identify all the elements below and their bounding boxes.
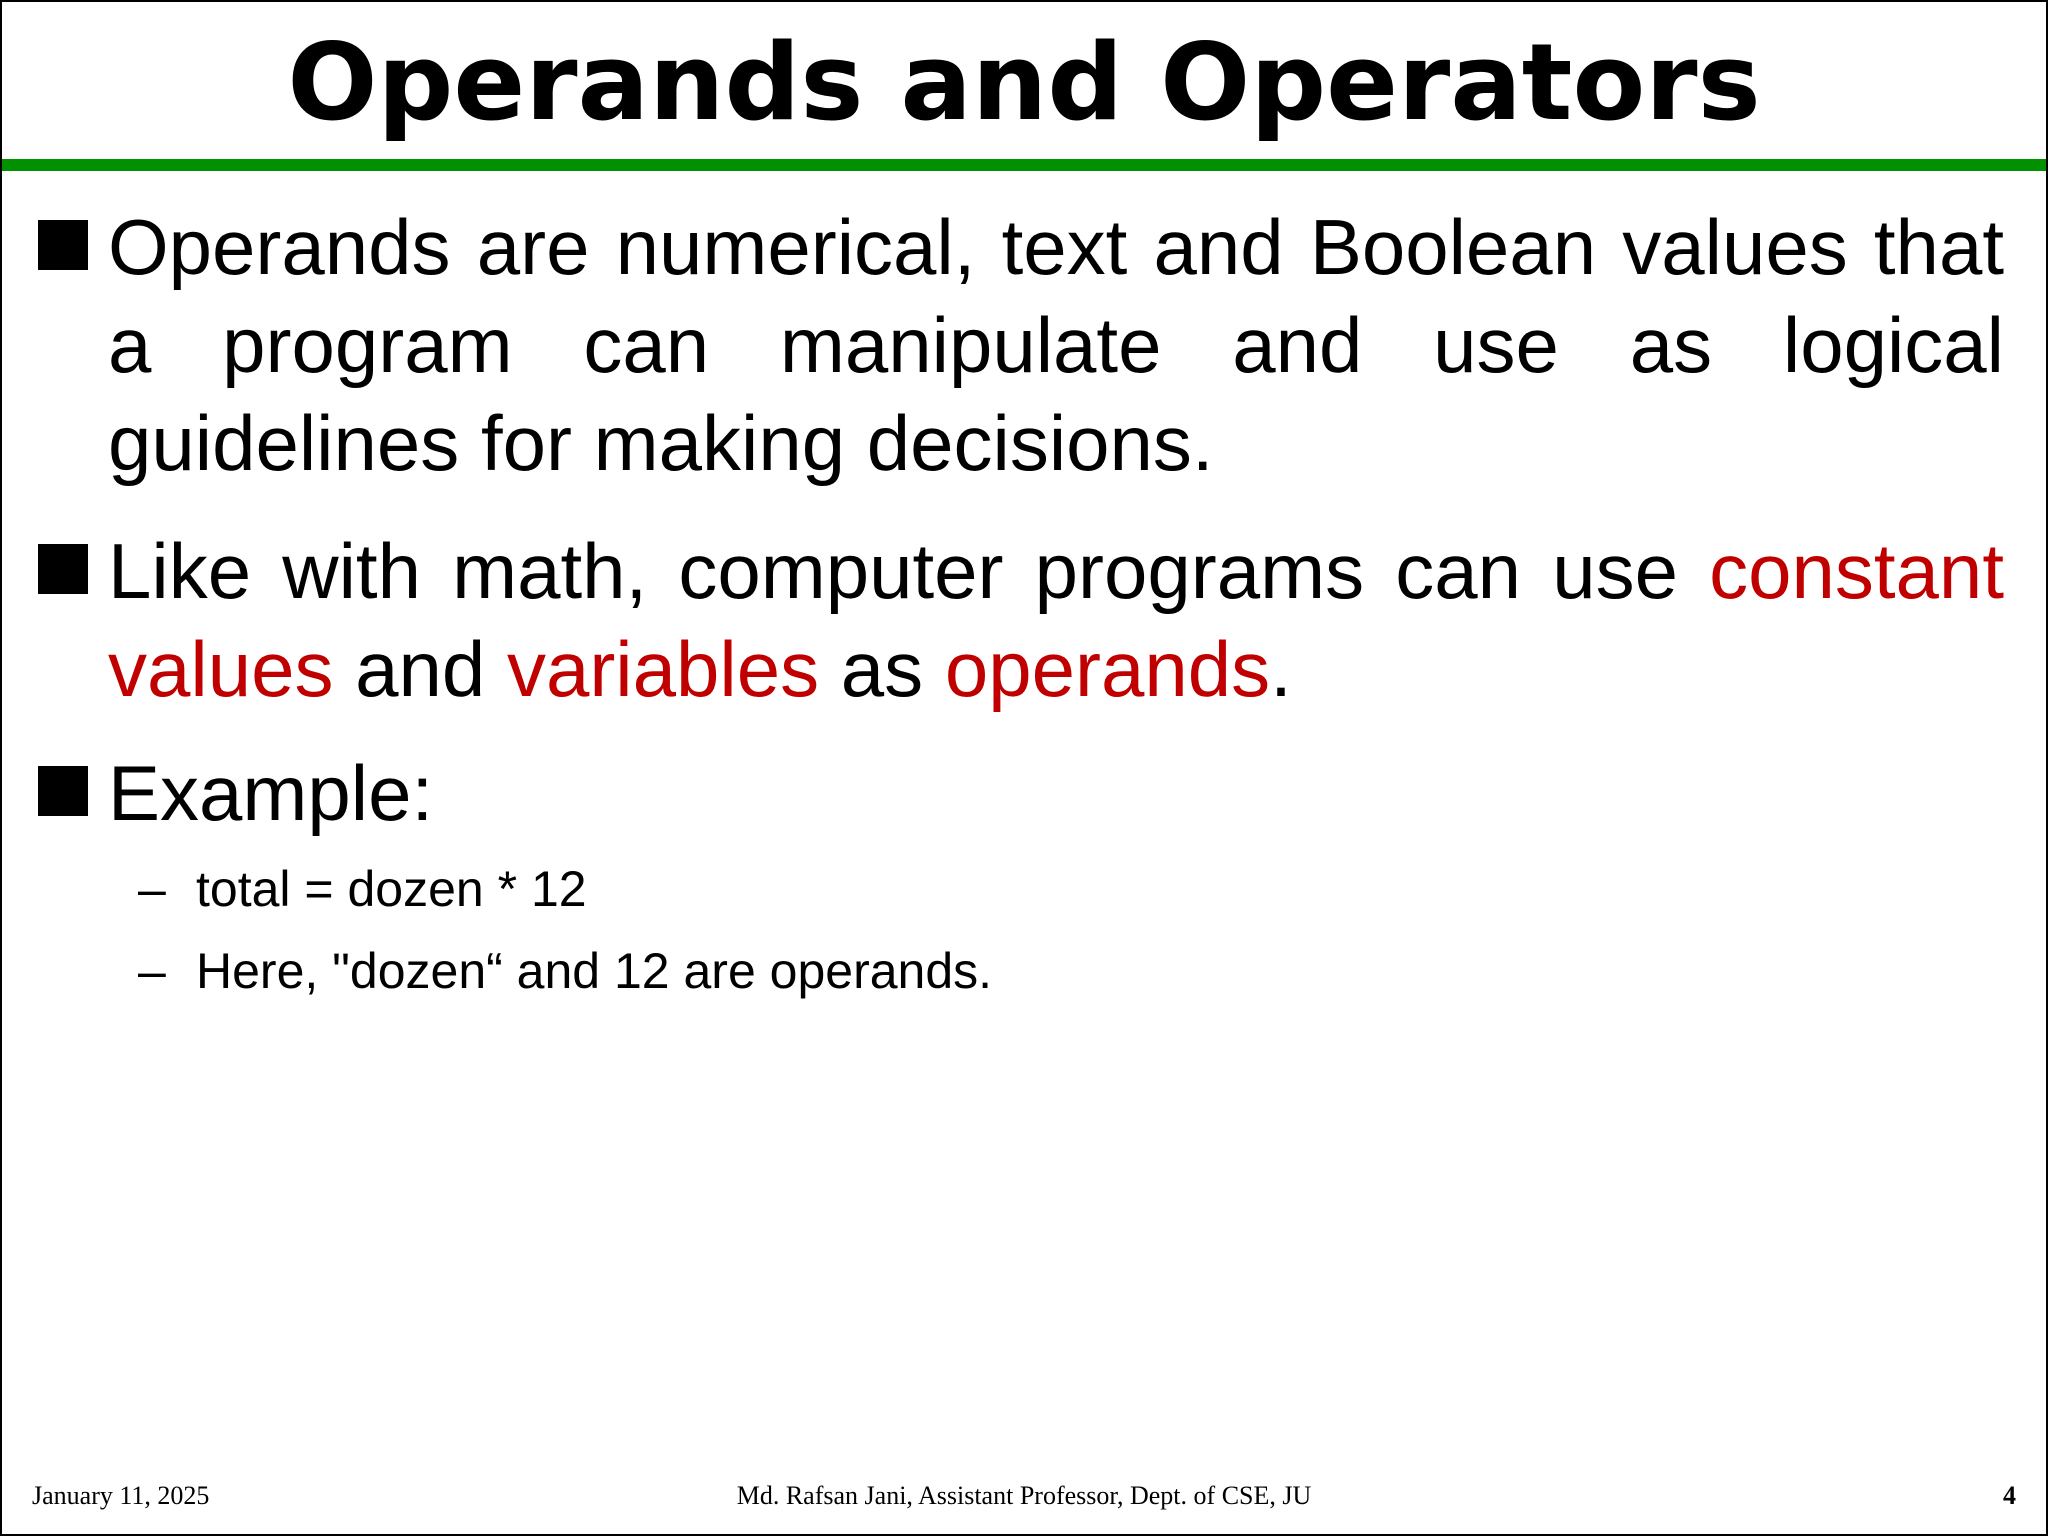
highlight-constant-values: constant values <box>108 527 2004 713</box>
dash-icon: – <box>138 861 166 917</box>
square-bullet-icon <box>38 220 88 270</box>
dash-icon: – <box>138 943 166 999</box>
bullet-text-part: as <box>819 625 945 713</box>
bullet-item-math <box>38 522 2004 718</box>
sub-item-text: Here, "dozen“ and 12 are operands. <box>196 943 993 999</box>
square-bullet-icon <box>38 544 88 594</box>
title-underline <box>2 159 2046 171</box>
bullet-text-part: Like with math, computer programs can use <box>108 527 1710 615</box>
bullet-item-example <box>38 744 2004 842</box>
sub-item-explanation <box>138 940 992 1002</box>
footer-date: January 11, 2025 <box>32 1481 210 1510</box>
bullet-text: Example: <box>108 749 434 837</box>
slide-title: Operands and Operators <box>287 21 1761 144</box>
bullet-text: Operands are numerical, text and Boolean values that a program can manipulate and use as logical guidelines for making decisions. <box>108 203 2004 487</box>
square-bullet-icon <box>38 766 88 816</box>
bullet-text <box>108 522 2004 718</box>
bullet-text-part: and <box>333 625 507 713</box>
sub-item-expression <box>138 858 587 920</box>
highlight-variables: variables <box>506 625 820 713</box>
footer-author: Md. Rafsan Jani, Assistant Professor, Dept. of CSE, JU <box>736 1481 1312 1510</box>
bullet-text-part: . <box>1270 625 1292 713</box>
page-number: 4 <box>2003 1481 2016 1510</box>
highlight-operands: operands <box>944 625 1271 713</box>
bullet-item-operands <box>38 198 2004 492</box>
sub-item-text: total = dozen * 12 <box>196 861 587 917</box>
